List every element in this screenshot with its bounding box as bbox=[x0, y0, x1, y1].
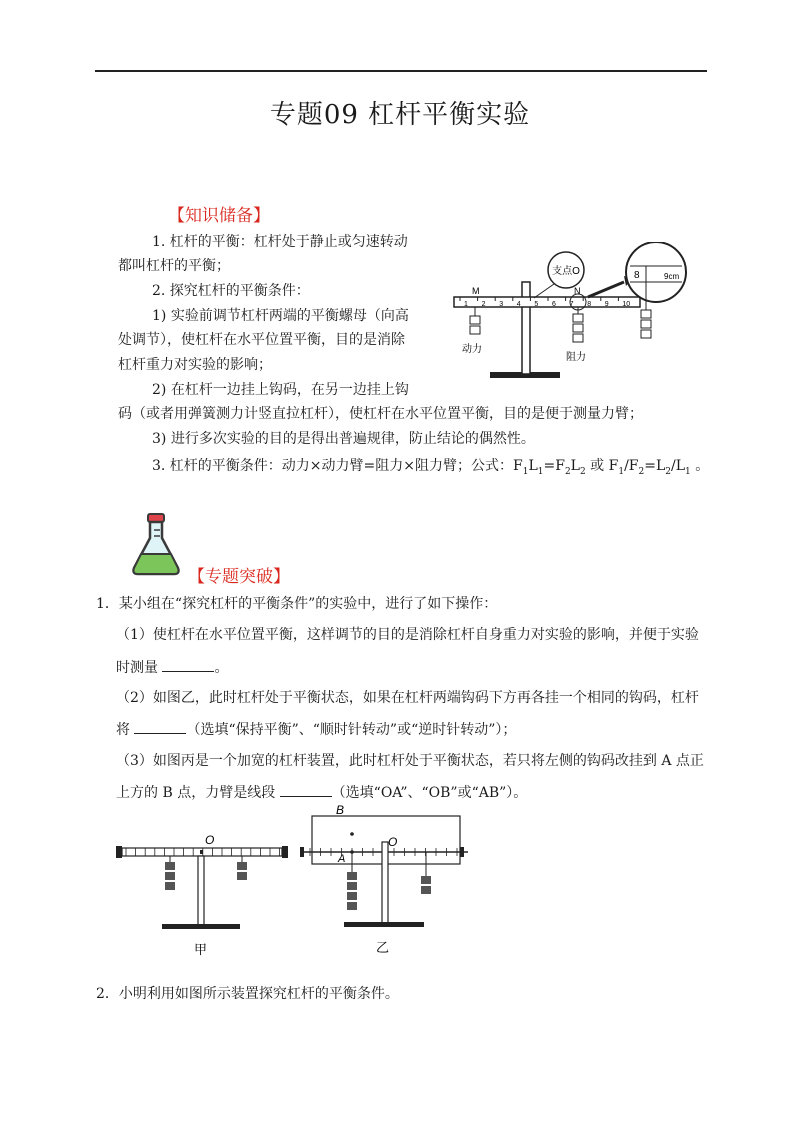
load-weights bbox=[573, 307, 583, 342]
q1-part3: （3）如图丙是一个加宽的杠杆装置，此时杠杆处于平衡状态，若只将左侧的钩码改挂到 A 点正 bbox=[116, 753, 704, 769]
knowledge-line-8: 码（或者用弹簧测力计竖直拉杠杆），使杠杆在水平位置平衡，目的是便于测量力臂； bbox=[118, 406, 643, 422]
lever-tick-label: 8 bbox=[587, 301, 592, 308]
effort-label: 动力 bbox=[462, 344, 482, 355]
yi-point-b bbox=[350, 832, 354, 836]
page-title: 专题09 杠杆平衡实验 bbox=[269, 100, 531, 130]
lever-tick-label: 10 bbox=[622, 301, 631, 308]
lever-apparatus-figure bbox=[438, 242, 692, 392]
yi-label-a: A bbox=[338, 853, 346, 865]
lever-tick-label: 3 bbox=[499, 301, 504, 308]
yi-stand-base bbox=[344, 922, 424, 927]
lever-tick-label: 5 bbox=[534, 301, 539, 308]
knowledge-line-10 bbox=[152, 456, 709, 482]
label-n: N bbox=[574, 286, 581, 296]
jia-stand-base bbox=[162, 924, 240, 929]
breakthrough-heading: 【专题突破】 bbox=[188, 567, 290, 587]
knowledge-line-6: 杠杆重力对实验的影响； bbox=[118, 357, 272, 373]
magnified-weights bbox=[641, 304, 651, 338]
lever-tick-label: 9 bbox=[604, 301, 609, 308]
magnifier-scale-left: 8 bbox=[634, 270, 640, 281]
q1-part1: （1）使杠杆在水平位置平衡，这样调节的目的是消除杠杆自身重力对实验的影响，并便于实验 bbox=[116, 627, 699, 643]
pivot-label: 支点O bbox=[552, 266, 580, 277]
jia-pivot-label: O bbox=[205, 833, 215, 847]
flask-icon bbox=[130, 512, 182, 578]
knowledge-line-7: 2) 在杠杆一边挂上钩码，在另一边挂上钩 bbox=[152, 382, 409, 398]
answer-blank-1[interactable] bbox=[162, 657, 214, 672]
q1-part3-cont: 上方的 B 点，力臂是线段 （选填“OA”、“OB”或“AB”）。 bbox=[116, 782, 527, 803]
knowledge-line-1: 1. 杠杆的平衡：杠杆处于静止或匀速转动 bbox=[152, 234, 408, 250]
lever-tick-label: 1 bbox=[464, 301, 468, 308]
lever-tick-label: 6 bbox=[552, 301, 556, 308]
q1-stem: 1．某小组在“探究杠杆的平衡条件”的实验中，进行了如下操作： bbox=[96, 596, 498, 612]
label-m: M bbox=[472, 286, 480, 296]
knowledge-line-9: 3) 进行多次实验的目的是得出普遍规律，防止结论的偶然性。 bbox=[152, 431, 535, 447]
knowledge-line-3: 2. 探究杠杆的平衡条件： bbox=[152, 283, 310, 299]
knowledge-heading: 【知识储备】 bbox=[168, 206, 270, 226]
jia-right-weights bbox=[237, 856, 247, 880]
lever-tick-label: 4 bbox=[516, 301, 521, 308]
answer-blank-3[interactable] bbox=[280, 782, 332, 797]
q1-part2-cont: 将 （选填“保持平衡”、“顺时针转动”或“逆时针转动”）； bbox=[116, 719, 516, 740]
jia-left-weights bbox=[165, 856, 175, 890]
q1-part2: （2）如图乙，此时杠杆处于平衡状态，如果在杠杆两端钩码下方再各挂一个相同的钩码，杠杆 bbox=[116, 690, 699, 706]
top-rule bbox=[95, 70, 707, 72]
magnify-arrow bbox=[588, 282, 624, 297]
yi-label-b: B bbox=[336, 803, 345, 817]
yi-stand-pole bbox=[382, 842, 388, 924]
formula: $F_1L_1=F_2L_2$ 或 $F_1/F_2=L_2/L_1$ 。 bbox=[513, 458, 710, 477]
stand-pole bbox=[522, 282, 530, 374]
yi-caption: 乙 bbox=[376, 940, 390, 955]
knowledge-line-5: 处调节），使杠杆在水平位置平衡，目的是消除 bbox=[118, 332, 405, 348]
formula-lead: 3. 杠杆的平衡条件：动力×动力臂=阻力×阻力臂；公式： bbox=[152, 458, 513, 474]
lever-tick-label: 2 bbox=[481, 301, 486, 308]
jia-stand-pole bbox=[198, 856, 204, 926]
lever-tick-label: 7 bbox=[569, 301, 574, 308]
knowledge-line-2: 都叫杠杆的平衡； bbox=[118, 258, 230, 274]
yi-pivot-label: O bbox=[388, 835, 398, 849]
effort-weights bbox=[470, 307, 480, 334]
q2-stem: 2．小明利用如图所示装置探究杠杆的平衡条件。 bbox=[96, 986, 399, 1002]
magnifier-scale-right: 9cm bbox=[664, 272, 680, 281]
pivot-pointer bbox=[534, 284, 554, 298]
q1-part1-cont: 时测量 。 bbox=[116, 657, 228, 678]
load-label: 阻力 bbox=[566, 352, 586, 363]
answer-blank-2[interactable] bbox=[134, 719, 186, 734]
figure-jia bbox=[112, 828, 292, 958]
figure-yi bbox=[300, 802, 472, 962]
knowledge-line-4: 1) 实验前调节杠杆两端的平衡螺母（向高 bbox=[152, 308, 409, 324]
jia-caption: 甲 bbox=[194, 942, 208, 957]
